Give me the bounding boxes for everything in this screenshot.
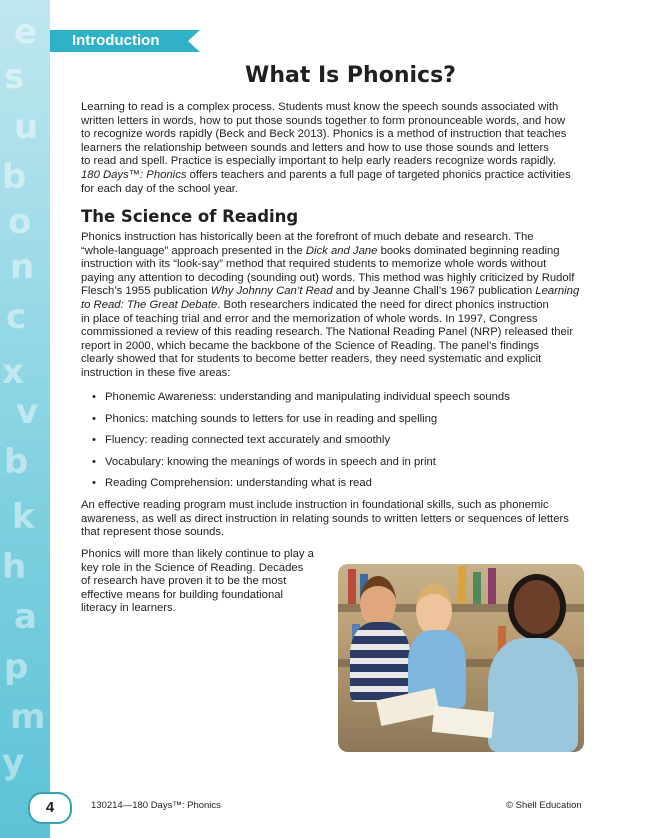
children-reading-photo	[338, 564, 584, 752]
program-paragraph	[81, 499, 603, 540]
science-paragraph	[81, 231, 603, 381]
bullet-marker: •	[92, 455, 96, 468]
list-item	[92, 413, 602, 435]
sidebar-letter: b	[4, 442, 29, 482]
book	[488, 568, 496, 604]
sidebar-letter: x	[2, 352, 24, 392]
sidebar-letter: p	[4, 647, 29, 687]
bullet-marker: •	[92, 391, 96, 403]
list-item-text: Phonemic Awareness: understanding and manipulating individual speech sounds	[105, 391, 510, 403]
text-span: books dominated beginning reading	[377, 244, 560, 257]
text-line: effective means for building foundational	[81, 588, 284, 601]
intro-paragraph	[81, 101, 603, 196]
text-line: that represent those sounds.	[81, 526, 225, 539]
sidebar-letter: v	[16, 392, 39, 432]
footer-publisher: © Shell Education	[506, 800, 582, 811]
page-title: What Is Phonics?	[245, 63, 456, 88]
text-line	[81, 245, 603, 259]
text-line: clearly showed that for students to become better readers, they need systematic and explicit	[81, 353, 542, 366]
bullet-list	[92, 391, 602, 499]
text-line: awareness, as well as direct instruction in relating sounds to written letters or sequences of letters	[81, 512, 569, 525]
list-item-text: Phonics: matching sounds to letters for use in reading and spelling	[105, 412, 438, 425]
book-title: to Read: The Great Debate	[81, 298, 218, 311]
girl-figure	[416, 584, 452, 636]
girl-figure	[488, 638, 578, 752]
text-line: of research have proven it to be the most	[81, 575, 287, 588]
sidebar-letter: y	[2, 742, 25, 782]
list-item	[92, 434, 602, 456]
bullet-marker: •	[92, 477, 96, 489]
sidebar-letter: s	[4, 57, 25, 97]
list-item-text: Reading Comprehension: understanding what is read	[105, 477, 372, 489]
text-line: paying any attention to decoding (sounding out) words. This method was highly criticized by Rudolf	[81, 271, 575, 284]
list-item	[92, 477, 602, 499]
section-heading: The Science of Reading	[81, 207, 299, 226]
list-item	[92, 391, 602, 413]
bullet-marker: •	[92, 434, 96, 446]
sidebar-letter: n	[10, 247, 35, 287]
text-line: in place of teaching trial and error and the memorization of whole words. In 1997, Congress	[81, 312, 538, 325]
list-item	[92, 456, 602, 478]
text-line	[81, 299, 603, 313]
book	[348, 569, 356, 604]
list-item-text: Vocabulary: knowing the meanings of words in speech and in print	[105, 455, 436, 468]
text-line: An effective reading program must include instruction in foundational skills, such as phonemic	[81, 499, 549, 511]
text-line: learners the relationship between sounds and letters and how to use those sounds and letters	[81, 141, 549, 154]
text-line: Phonics instruction has historically been at the forefront of much debate and research. The	[81, 231, 534, 243]
text-span: . Both researchers indicated the need for direct phonics instruction	[217, 298, 549, 311]
book	[473, 572, 481, 604]
book-title: 180 Days™: Phonics	[81, 168, 187, 181]
sidebar-letter: e	[14, 12, 38, 52]
page-number: 4	[28, 792, 72, 824]
text-line: written letters in words, how to put those sounds together to form pronounceable words, and how	[81, 114, 566, 127]
text-line: instruction in these five areas:	[81, 366, 231, 379]
list-item-text: Fluency: reading connected text accurately and smoothly	[105, 434, 391, 446]
decorative-sidebar	[0, 0, 50, 838]
text-line: to read and spell. Practice is especially important to help early readers recognize words rapidly.	[81, 155, 557, 168]
boy-figure	[350, 622, 410, 702]
book-title: Why Johnny Can’t Read	[210, 285, 333, 298]
text-line: commissioned a review of this reading research. The National Reading Panel (NRP) released their	[81, 326, 574, 339]
text-line: Learning to read is a complex process. Students must know the speech sounds associated with	[81, 101, 559, 113]
text-span: Flesch’s 1955 publication	[81, 285, 211, 298]
open-book	[432, 706, 494, 738]
bullet-marker: •	[92, 412, 96, 425]
text-line: report in 2000, which became the backbone of the Science of Reading. The panel’s findings	[81, 339, 540, 352]
sidebar-letter: k	[12, 497, 35, 537]
text-line	[81, 285, 603, 299]
text-line: to recognize words rapidly (Beck and Beck 2013). Phonics is a method of instruction that teaches	[81, 128, 567, 141]
closing-paragraph	[81, 548, 326, 616]
book	[458, 566, 466, 604]
sidebar-letter: u	[14, 107, 39, 147]
sidebar-letter: m	[10, 697, 46, 737]
text-line: for each day of the school year.	[81, 182, 238, 195]
text-line	[81, 169, 603, 183]
girl-figure	[508, 574, 566, 640]
section-banner-label: Introduction	[72, 32, 160, 49]
sidebar-letter: h	[2, 547, 27, 587]
sidebar-letter: b	[2, 157, 27, 197]
text-span: “whole-language” approach presented in the	[81, 244, 306, 257]
text-span: offers teachers and parents a full page of targeted phonics practice activities	[186, 168, 571, 181]
sidebar-letter: o	[8, 202, 32, 242]
text-line: literacy in learners.	[81, 602, 176, 615]
text-line: Phonics will more than likely continue to play a	[81, 548, 314, 560]
book-title: Dick and Jane	[305, 244, 378, 257]
book-title: Learning	[535, 285, 580, 298]
sidebar-letter: a	[14, 597, 37, 637]
footer-product-code: 130214—180 Days™: Phonics	[91, 800, 221, 811]
sidebar-letter: c	[6, 297, 27, 337]
text-line: instruction with its “look-say” method that required students to memorize whole words without	[81, 258, 547, 271]
text-span: and by Jeanne Chall’s 1967 publication	[332, 285, 536, 298]
boy-figure	[360, 576, 396, 628]
text-line: key role in the Science of Reading. Decades	[81, 561, 304, 574]
